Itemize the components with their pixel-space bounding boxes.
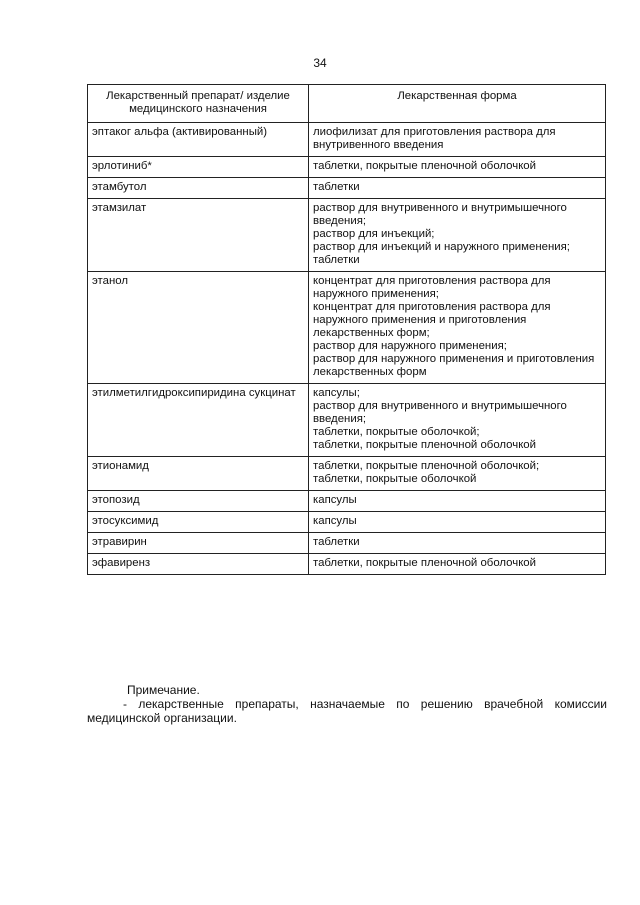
dosage-form-line: раствор для внутривенного и внутримышечного введения;	[313, 400, 567, 425]
dosage-form-line: лиофилизат для приготовления раствора для внутривенного введения	[313, 126, 556, 151]
table-header-row	[88, 85, 606, 123]
header-form: Лекарственная форма	[309, 85, 606, 123]
dosage-form-cell	[309, 123, 606, 157]
dosage-form-cell	[309, 199, 606, 272]
table-row	[88, 491, 606, 512]
dosage-form-line: раствор для внутривенного и внутримышечного введения;	[313, 202, 567, 227]
table-row	[88, 272, 606, 384]
dosage-form-line: капсулы;	[313, 387, 360, 399]
dosage-form-cell	[309, 554, 606, 575]
drug-name-cell: эптаког альфа (активированный)	[88, 123, 309, 157]
dosage-form-line: раствор для инъекций и наружного применения;	[313, 241, 570, 253]
dosage-form-cell	[309, 533, 606, 554]
table-body	[88, 123, 606, 575]
dosage-form-cell	[309, 491, 606, 512]
table-row	[88, 384, 606, 457]
table-row	[88, 554, 606, 575]
dosage-form-cell	[309, 272, 606, 384]
dosage-form-cell	[309, 457, 606, 491]
drug-name-cell: эфавиренз	[88, 554, 309, 575]
drug-name-cell: этопозид	[88, 491, 309, 512]
dosage-form-line: таблетки	[313, 254, 360, 266]
drug-name-cell: этилметилгидроксипиридина сукцинат	[88, 384, 309, 457]
dosage-form-line: таблетки, покрытые пленочной оболочкой;	[313, 460, 540, 472]
page-number: 34	[313, 56, 327, 70]
drug-name-cell: этамбутол	[88, 178, 309, 199]
dosage-form-line: таблетки, покрытые оболочкой;	[313, 426, 480, 438]
note-text: - лекарственные препараты, назначаемые по решению врачебной комиссии медицинской организации.	[87, 697, 607, 725]
dosage-form-cell	[309, 384, 606, 457]
dosage-form-line: раствор для наружного применения и приготовления лекарственных форм	[313, 353, 595, 378]
table-row	[88, 157, 606, 178]
dosage-form-line: таблетки, покрытые пленочной оболочкой	[313, 439, 537, 451]
dosage-form-line: таблетки, покрытые пленочной оболочкой	[313, 160, 537, 172]
drug-table	[87, 84, 606, 575]
dosage-form-line: таблетки	[313, 181, 360, 193]
table-row	[88, 533, 606, 554]
header-drug: Лекарственный препарат/ изделие медицинского назначения	[88, 85, 309, 123]
dosage-form-line: раствор для наружного применения;	[313, 340, 507, 352]
drug-name-cell: этамзилат	[88, 199, 309, 272]
drug-name-cell: этравирин	[88, 533, 309, 554]
dosage-form-line: концентрат для приготовления раствора для наружного применения и приготовления лекарственных форм;	[313, 301, 551, 339]
drug-name-cell: этионамид	[88, 457, 309, 491]
dosage-form-line: капсулы	[313, 494, 357, 506]
table-row	[88, 199, 606, 272]
note-title: Примечание.	[127, 683, 200, 697]
dosage-form-line: концентрат для приготовления раствора для наружного применения;	[313, 275, 551, 300]
dosage-form-line: таблетки, покрытые оболочкой	[313, 473, 477, 485]
dosage-form-line: таблетки, покрытые пленочной оболочкой	[313, 557, 537, 569]
drug-name-cell: эрлотиниб*	[88, 157, 309, 178]
table-row	[88, 123, 606, 157]
table-row	[88, 512, 606, 533]
dosage-form-line: капсулы	[313, 515, 357, 527]
drug-name-cell: этанол	[88, 272, 309, 384]
dosage-form-cell	[309, 157, 606, 178]
dosage-form-line: раствор для инъекций;	[313, 228, 435, 240]
drug-name-cell: этосуксимид	[88, 512, 309, 533]
dosage-form-cell	[309, 512, 606, 533]
dosage-form-cell	[309, 178, 606, 199]
table-row	[88, 178, 606, 199]
table-row	[88, 457, 606, 491]
dosage-form-line: таблетки	[313, 536, 360, 548]
